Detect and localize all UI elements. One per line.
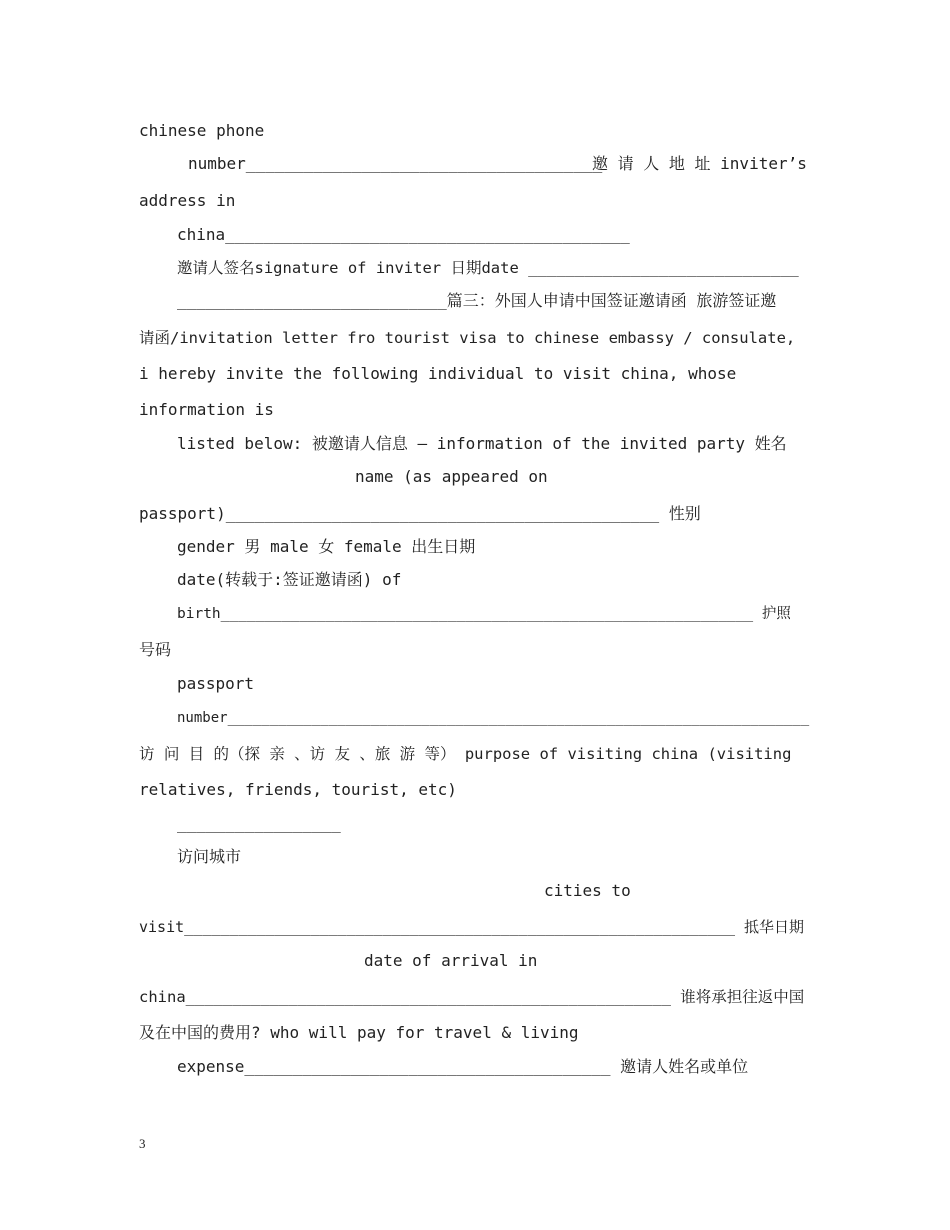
- text-line: cities to: [544, 881, 631, 900]
- text-line: gender 男 male 女 female 出生日期: [177, 537, 476, 556]
- text-line: information is: [139, 400, 274, 419]
- text-line: visit_____________________________________________________________ 抵华日期: [139, 918, 805, 936]
- text-line: number_____________________________________________________________________: [177, 710, 810, 726]
- text-line: passport: [177, 674, 255, 693]
- text-line: address in: [139, 191, 236, 210]
- text-line: passport)_____________________________________________ 性别: [139, 504, 701, 523]
- text-line: china__________________________________________: [177, 225, 630, 244]
- text-line: relatives, friends, tourist, etc): [139, 780, 457, 799]
- text-line: listed below: 被邀请人信息 — information of the invited party 姓名: [177, 434, 787, 453]
- text-line: 邀 请 人 地 址 inviter’s: [592, 154, 807, 173]
- page-number: 3: [139, 1136, 146, 1151]
- text-line: 号码: [139, 640, 172, 659]
- text-line: 请函/invitation letter fro tourist visa to chinese embassy / consulate,: [139, 329, 796, 347]
- text-line: 访 问 目 的（探 亲 、访 友 、旅 游 等） purpose of visiting china (visiting: [139, 745, 792, 763]
- text-line: number_____________________________________: [188, 154, 603, 173]
- text-line: expense______________________________________ 邀请人姓名或单位: [177, 1057, 749, 1076]
- text-line: _________________: [177, 814, 341, 833]
- text-line: name (as appeared on: [355, 467, 548, 486]
- text-line: 及在中国的费用? who will pay for travel & living: [139, 1023, 579, 1042]
- text-line: date of arrival in: [364, 951, 538, 970]
- text-line: birth_____________________________________________________________ 护照: [177, 606, 791, 622]
- text-line: 邀请人签名signature of inviter 日期date _____________________________: [177, 259, 799, 277]
- text-line: china____________________________________________________ 谁将承担往返中国: [139, 988, 805, 1006]
- text-line: ____________________________篇三：外国人申请中国签证邀请函 旅游签证邀: [177, 291, 777, 310]
- text-line: i hereby invite the following individual to visit china, whose: [139, 364, 737, 383]
- text-line: 访问城市: [177, 847, 242, 866]
- text-line: date(转载于:签证邀请函) of: [177, 570, 402, 589]
- text-line: chinese phone: [139, 121, 265, 140]
